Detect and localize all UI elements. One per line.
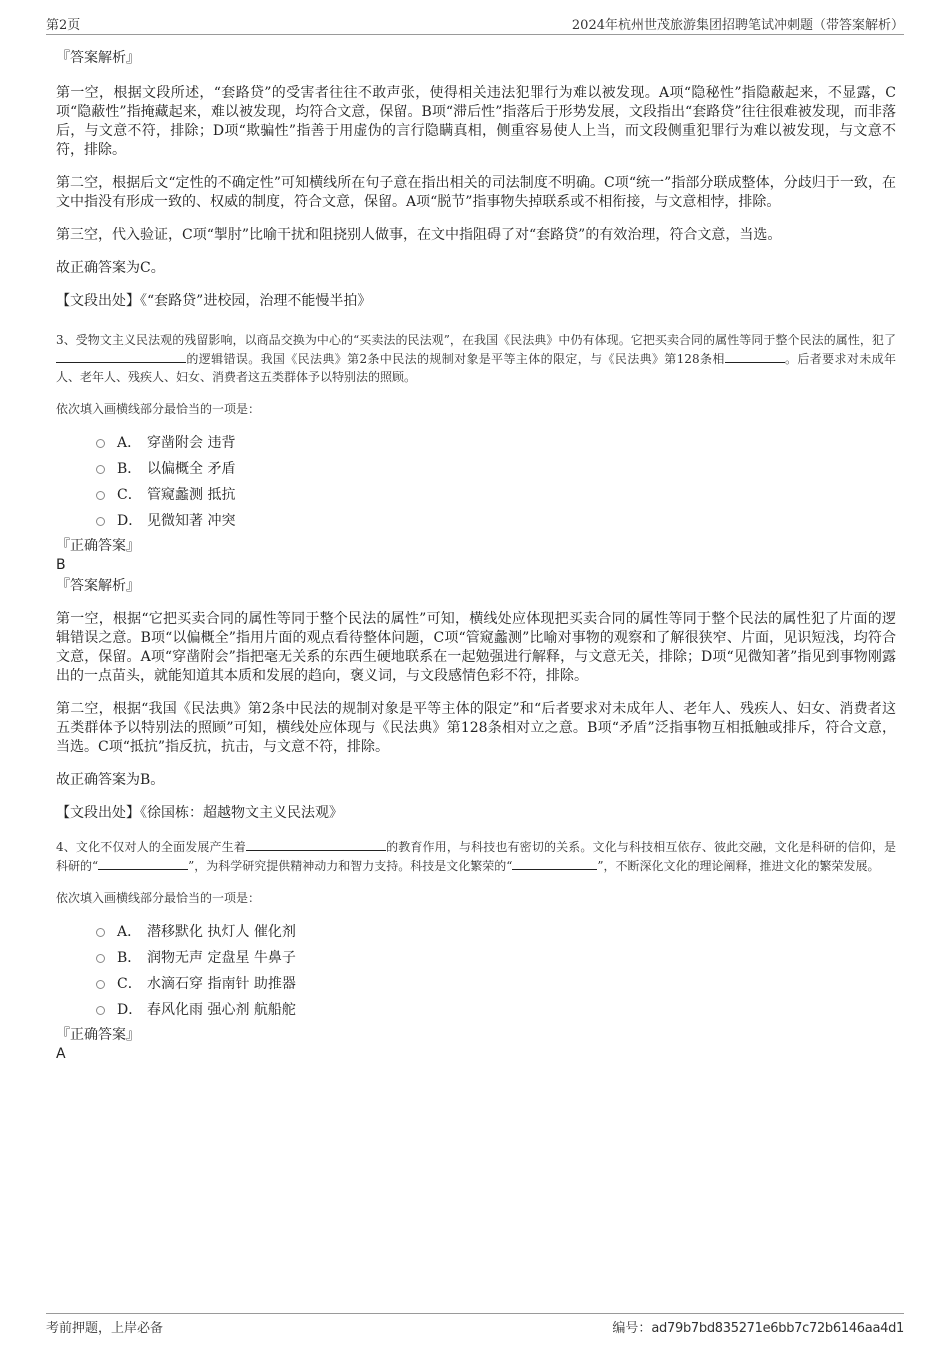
q4-options <box>56 919 896 1023</box>
q4-option-a[interactable]: A． 潜移默化 执灯人 催化剂 <box>96 919 896 945</box>
radio-icon[interactable] <box>96 465 105 474</box>
q2-analysis-label: 『答案解析』 <box>56 50 140 66</box>
q4-answer-label: 『正确答案』 <box>56 1027 140 1043</box>
q4-answer: A <box>56 1046 66 1062</box>
q3-options <box>56 430 896 534</box>
footer-slogan: 考前押题，上岸必备 <box>46 1321 164 1336</box>
page-header <box>46 12 904 35</box>
q3-option-a[interactable]: A． 穿凿附会 违背 <box>96 430 896 456</box>
q3-blank-2 <box>725 349 785 363</box>
q3-answer-label: 『正确答案』 <box>56 538 140 554</box>
q4-stem: 4、文化不仅对人的全面发展产生着 的教育作用，与科技也有密切的关系。文化与科技相互依存、彼此交融，文化是科研的信仰，是科研的“ ”，为科学研究提供精神动力和智力支持。科技是文化繁荣的“ ”，不断深化文化的理论阐释，推进文化的繁荣发展。 <box>56 837 896 875</box>
q2-analysis-paragraph-2: 第二空，根据后文“定性的不确定性”可知横线所在句子意在指出相关的司法制度不明确。C项“统一”指部分联成整体，分歧归于一致，在文中指没有形成一致的、权威的制度，符合文意，保留。A项“脱节”指事物失掉联系或不相衔接，与文意相悖，排除。 <box>56 175 896 210</box>
q2-source: 【文段出处】《“套路贷”进校园，治理不能慢半拍》 <box>56 293 372 309</box>
document-title: 2024年杭州世茂旅游集团招聘笔试冲刺题（带答案解析） <box>571 18 904 33</box>
q4-blank-1 <box>246 837 386 851</box>
radio-icon[interactable] <box>96 928 105 937</box>
q2-conclusion: 故正确答案为C。 <box>56 260 165 276</box>
q3-option-c[interactable]: C． 管窥蠡测 抵抗 <box>96 482 896 508</box>
q3-conclusion: 故正确答案为B。 <box>56 772 165 788</box>
q3-prompt: 依次填入画横线部分最恰当的一项是： <box>56 402 261 416</box>
q3-answer: B <box>56 557 66 573</box>
q4-prompt: 依次填入画横线部分最恰当的一项是： <box>56 891 261 905</box>
q4-blank-3 <box>512 856 597 870</box>
radio-icon[interactable] <box>96 491 105 500</box>
page-footer <box>46 1313 904 1334</box>
q2-analysis-paragraph-1: 第一空，根据文段所述，“套路贷”的受害者往往不敢声张，使得相关违法犯罪行为难以被发现。A项“隐秘性”指隐蔽起来，不显露，C项“隐蔽性”指掩藏起来，难以被发现，均符合文意，保留。B项“滞后性”指落后于形势发展，文段指出“套路贷”往往很难被发现，而非落后，与文意不符，排除；D项“欺骗性”指善于用虚伪的言行隐瞒真相，侧重容易使人上当，而文段侧重犯罪行为难以被发现，与文意不符，排除。 <box>56 85 896 158</box>
radio-icon[interactable] <box>96 954 105 963</box>
q3-source: 【文段出处】《徐国栋：超越物文主义民法观》 <box>56 805 343 821</box>
q4-option-d[interactable]: D． 春风化雨 强心剂 航船舵 <box>96 997 896 1023</box>
document-body <box>56 44 896 1063</box>
q3-analysis-paragraph-2: 第二空，根据“我国《民法典》第2条中民法的规制对象是平等主体的限定”和“后者要求对未成年人、老年人、残疾人、妇女、消费者这五类群体予以特别法的照顾”可知，横线处应体现与《民法典》第128条相对立之意。B项“矛盾”泛指事物互相抵触或排斥，符合文意，当选。C项“抵抗”指反抗，抗击，与文意不符，排除。 <box>56 701 896 755</box>
q3-option-b[interactable]: B． 以偏概全 矛盾 <box>96 456 896 482</box>
q2-analysis-paragraph-3: 第三空，代入验证，C项“掣肘”比喻干扰和阻挠别人做事，在文中指阻碍了对“套路贷”的有效治理，符合文意，当选。 <box>56 227 782 243</box>
radio-icon[interactable] <box>96 980 105 989</box>
q3-stem: 3、受物文主义民法观的残留影响，以商品交换为中心的“买卖法的民法观”，在我国《民法典》中仍有体现。它把买卖合同的属性等同于整个民法的属性，犯了的逻辑错误。我国《民法典》第2条中民法的规制对象是平等主体的限定，与《民法典》第128条相 。后者要求对未成年人、老年人、残疾人、妇女、消费者这五类群体予以特别法的照顾。 <box>56 333 896 384</box>
document-code: 编号：ad79b7bd835271e6bb7c72b6146aa4d1 <box>612 1321 904 1336</box>
radio-icon[interactable] <box>96 1006 105 1015</box>
q3-analysis-label: 『答案解析』 <box>56 578 140 594</box>
q3-blank-1 <box>56 349 186 363</box>
q3-option-d[interactable]: D． 见微知著 冲突 <box>96 508 896 534</box>
q4-blank-2 <box>98 856 188 870</box>
page-number: 第2页 <box>46 18 81 33</box>
radio-icon[interactable] <box>96 517 105 526</box>
q4-option-c[interactable]: C． 水滴石穿 指南针 助推器 <box>96 971 896 997</box>
radio-icon[interactable] <box>96 439 105 448</box>
q3-analysis-paragraph-1: 第一空，根据“它把买卖合同的属性等同于整个民法的属性”可知，横线处应体现把买卖合同的属性等同于整个民法的属性犯了片面的逻辑错误之意。B项“以偏概全”指用片面的观点看待整体问题，C项“管窥蠡测”比喻对事物的观察和了解很狭窄、片面，见识短浅，均符合文意，保留。A项“穿凿附会”指把毫无关系的东西生硬地联系在一起勉强进行解释，与文意无关，排除；D项“见微知著”指见到事物刚露出的一点苗头，就能知道其本质和发展的趋向，褒义词，与文段感情色彩不符，排除。 <box>56 611 896 684</box>
q4-option-b[interactable]: B． 润物无声 定盘星 牛鼻子 <box>96 945 896 971</box>
